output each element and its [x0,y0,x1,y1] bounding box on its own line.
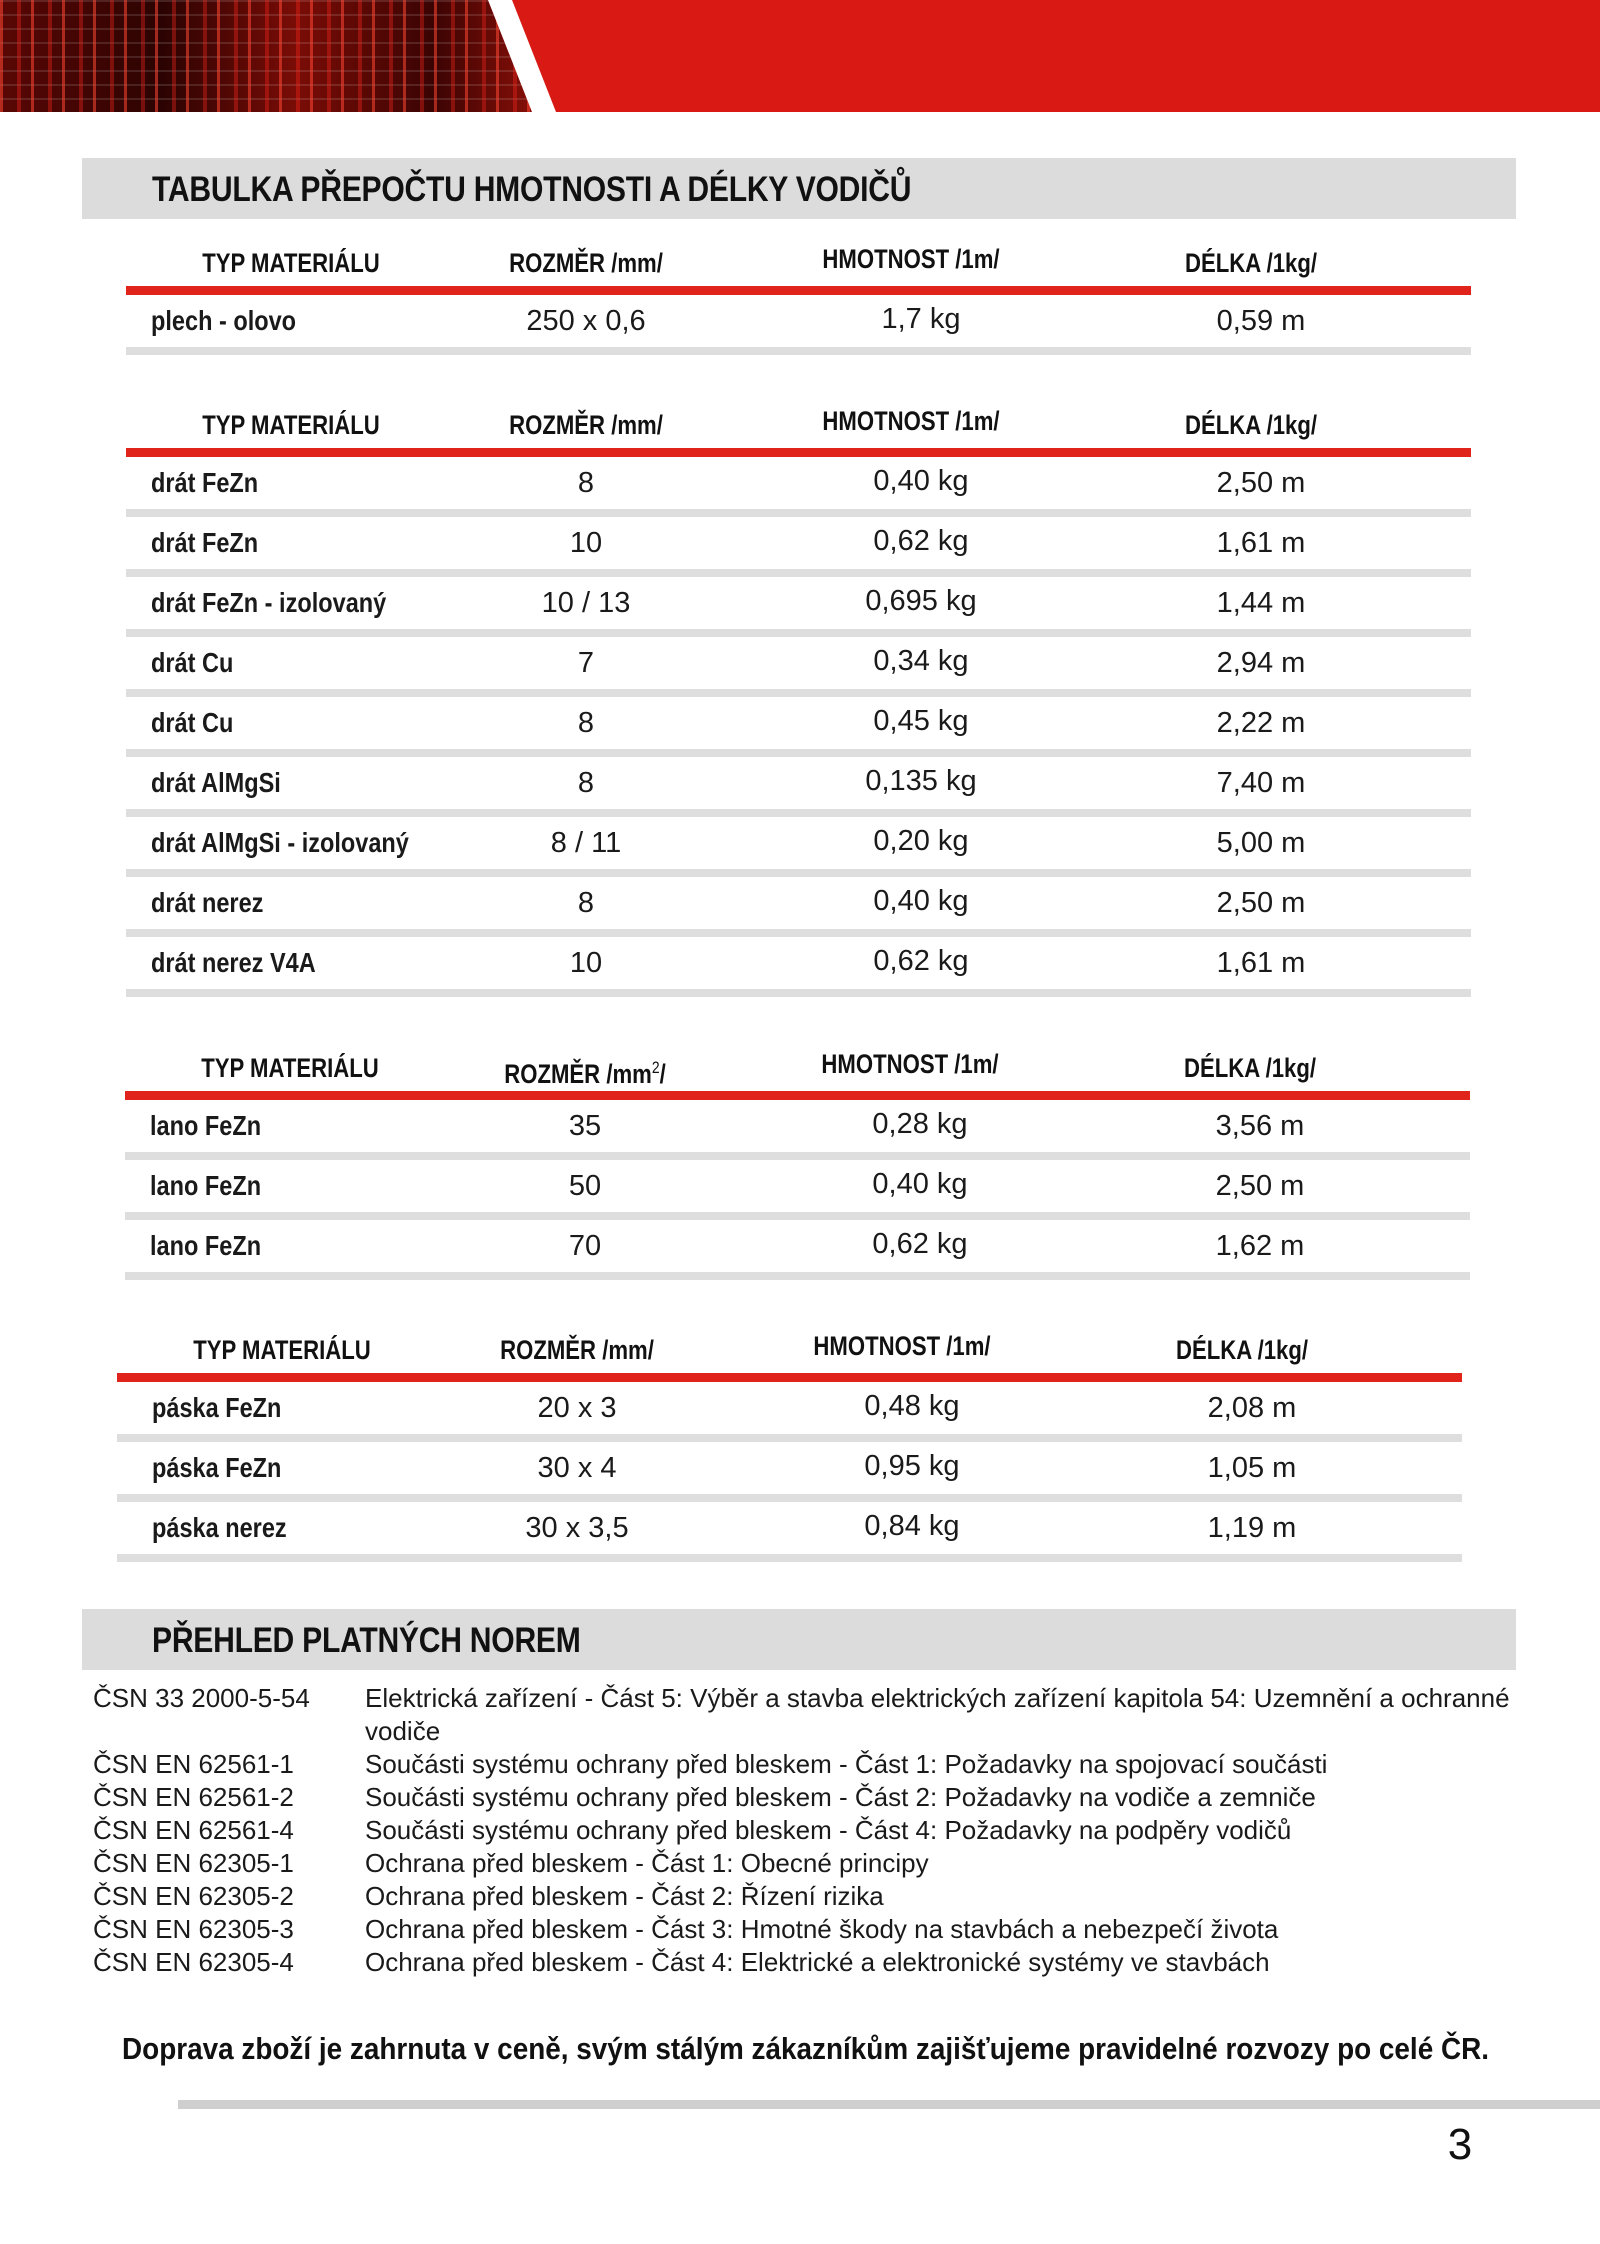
table-header [126,398,1471,448]
cell-material: drát AlMgSi [151,767,281,798]
cell-weight: 0,40 kg [873,885,969,917]
cell-weight: 0,135 kg [865,765,977,797]
cell-material: lano FeZn [150,1170,262,1201]
list-item [93,1682,1513,1748]
header-red-rule [126,286,1471,295]
cell-dimension: 7 [577,647,595,679]
cell-weight: 0,45 kg [873,705,969,737]
cell-length: 5,00 m [1216,827,1306,859]
header-dimension-close: / [659,1059,666,1089]
cell-dimension: 70 [568,1230,602,1262]
cell-dimension: 8 / 11 [550,827,622,859]
table-row [125,1100,1470,1160]
cell-weight: 0,84 kg [864,1510,960,1542]
norm-code: ČSN EN 62561-1 [93,1749,294,1779]
norms-list [93,1682,1513,1979]
cell-weight: 1,7 kg [881,303,961,335]
header-dimension: ROZMĚR /mm/ [509,248,663,278]
cell-length: 2,08 m [1207,1392,1297,1424]
header-weight: HMOTNOST /1m/ [813,1331,991,1361]
section-title: PŘEHLED PLATNÝCH NOREM [152,1621,581,1660]
list-item [93,1814,1513,1847]
cell-dimension: 8 [577,767,595,799]
banner-photo [0,0,540,112]
table-row [126,817,1471,877]
cell-length: 0,59 m [1216,305,1306,337]
cell-weight: 0,20 kg [873,825,969,857]
table-row [125,1220,1470,1280]
cell-length: 7,40 m [1216,767,1306,799]
cell-material: drát FeZn [151,467,259,498]
header-material-type: TYP MATERIÁLU [201,1053,379,1083]
norm-description: Součásti systému ochrany před bleskem - Část 1: Požadavky na spojovací součásti [365,1749,1328,1779]
norm-code: ČSN EN 62305-4 [93,1947,294,1977]
cell-length: 2,22 m [1216,707,1306,739]
header-weight: HMOTNOST /1m/ [821,1049,999,1079]
cell-material: drát FeZn - izolovaný [151,587,387,618]
list-item [93,1781,1513,1814]
cell-length: 1,19 m [1207,1512,1297,1544]
footer-divider [178,2100,1600,2109]
cell-material: páska nerez [152,1512,287,1543]
cell-weight: 0,62 kg [873,945,969,977]
cell-weight: 0,28 kg [872,1108,968,1140]
table-wire [126,398,1471,997]
cell-weight: 0,695 kg [865,585,977,617]
header-red-rule [117,1373,1462,1382]
cell-length: 1,61 m [1216,527,1306,559]
cell-length: 2,50 m [1216,467,1306,499]
cell-material: drát nerez [151,887,264,918]
cell-material: páska FeZn [152,1392,282,1423]
header-dimension-exponent: 2 [651,1058,660,1077]
cell-dimension: 30 x 3,5 [525,1512,629,1544]
cell-material: páska FeZn [152,1452,282,1483]
table-row [126,637,1471,697]
list-item [93,1847,1513,1880]
table-strip [117,1323,1462,1562]
norm-code: ČSN EN 62305-1 [93,1848,294,1878]
cell-dimension: 250 x 0,6 [526,305,646,337]
cell-material: lano FeZn [150,1110,262,1141]
page-number: 3 [1447,2120,1473,2169]
cell-length: 3,56 m [1215,1110,1305,1142]
cell-material: drát Cu [151,707,234,738]
table-header [125,1041,1470,1091]
norm-code: ČSN EN 62561-2 [93,1782,294,1812]
table-row [126,697,1471,757]
cell-material: lano FeZn [150,1230,262,1261]
table-row [126,295,1471,355]
table-rope [125,1041,1470,1280]
norm-code: ČSN EN 62305-3 [93,1914,294,1944]
table-header [126,236,1471,286]
section-header-norms [82,1609,1516,1670]
cell-dimension: 50 [568,1170,602,1202]
header-length: DÉLKA /1kg/ [1175,1335,1309,1365]
table-row [126,877,1471,937]
header-material-type: TYP MATERIÁLU [202,410,380,440]
norm-description: Ochrana před bleskem - Část 1: Obecné principy [365,1848,929,1878]
norm-description: Ochrana před bleskem - Část 3: Hmotné škody na stavbách a nebezpečí života [365,1914,1279,1944]
header-dimension: ROZMĚR /mm/ [509,410,663,440]
table-header [117,1323,1462,1373]
list-item [93,1913,1513,1946]
norm-code: ČSN 33 2000-5-54 [93,1683,310,1713]
cell-dimension: 35 [568,1110,602,1142]
norm-description: Elektrická zařízení - Část 5: Výběr a stavba elektrických zařízení kapitola 54: Uzemnění a ochranné vodiče [365,1683,1510,1746]
header-red-rule [126,448,1471,457]
cell-dimension: 8 [577,707,595,739]
cell-weight: 0,40 kg [873,465,969,497]
cell-dimension: 30 x 4 [537,1452,617,1484]
header-material-type: TYP MATERIÁLU [202,248,380,278]
cell-dimension: 8 [577,887,595,919]
cell-length: 2,94 m [1216,647,1306,679]
header-red-rule [125,1091,1470,1100]
norm-description: Ochrana před bleskem - Část 2: Řízení rizika [365,1881,884,1911]
section-header-conversion-table [82,158,1516,219]
top-banner [0,0,1600,112]
norm-description: Ochrana před bleskem - Část 4: Elektrické a elektronické systémy ve stavbách [365,1947,1270,1977]
list-item [93,1748,1513,1781]
norm-code: ČSN EN 62305-2 [93,1881,294,1911]
cell-material: plech - olovo [151,305,297,336]
list-item [93,1946,1513,1979]
norm-code: ČSN EN 62561-4 [93,1815,294,1845]
cell-length: 2,50 m [1215,1170,1305,1202]
header-dimension-text: ROZMĚR /mm [504,1059,652,1089]
cell-dimension: 10 [569,947,603,979]
header-length: DÉLKA /1kg/ [1184,248,1318,278]
cell-weight: 0,40 kg [872,1168,968,1200]
cell-length: 1,61 m [1216,947,1306,979]
cell-material: drát Cu [151,647,234,678]
cell-weight: 0,62 kg [872,1228,968,1260]
header-dimension [446,1041,725,1091]
table-row [126,757,1471,817]
cell-length: 1,62 m [1215,1230,1305,1262]
delivery-note: Doprava zboží je zahrnuta v ceně, svým stálým zákazníkům zajišťujeme pravidelné rozvozy po celé ČR. [122,2031,1490,2066]
table-row [117,1442,1462,1502]
cell-weight: 0,34 kg [873,645,969,677]
cell-dimension: 10 / 13 [541,587,631,619]
table-row [126,937,1471,997]
cell-dimension: 20 x 3 [537,1392,617,1424]
norm-description: Součásti systému ochrany před bleskem - Část 4: Požadavky na podpěry vodičů [365,1815,1292,1845]
header-length: DÉLKA /1kg/ [1183,1053,1317,1083]
header-weight: HMOTNOST /1m/ [822,244,1000,274]
cell-weight: 0,48 kg [864,1390,960,1422]
table-row [117,1502,1462,1562]
cell-weight: 0,62 kg [873,525,969,557]
header-dimension: ROZMĚR /mm/ [500,1335,654,1365]
header-weight: HMOTNOST /1m/ [822,406,1000,436]
norm-description: Součásti systému ochrany před bleskem - Část 2: Požadavky na vodiče a zemniče [365,1782,1316,1812]
table-row [117,1382,1462,1442]
table-row [125,1160,1470,1220]
cell-dimension: 8 [577,467,595,499]
cell-material: drát FeZn [151,527,259,558]
cell-material: drát AlMgSi - izolovaný [151,827,409,858]
section-title: TABULKA PŘEPOČTU HMOTNOSTI A DÉLKY VODIČŮ [152,170,912,209]
cell-length: 1,44 m [1216,587,1306,619]
cell-weight: 0,95 kg [864,1450,960,1482]
cell-dimension: 10 [569,527,603,559]
table-sheet [126,236,1471,355]
table-row [126,457,1471,517]
cell-length: 1,05 m [1207,1452,1297,1484]
table-row [126,577,1471,637]
table-row [126,517,1471,577]
header-length: DÉLKA /1kg/ [1184,410,1318,440]
list-item [93,1880,1513,1913]
header-material-type: TYP MATERIÁLU [193,1335,371,1365]
cell-length: 2,50 m [1216,887,1306,919]
cell-material: drát nerez V4A [151,947,316,978]
